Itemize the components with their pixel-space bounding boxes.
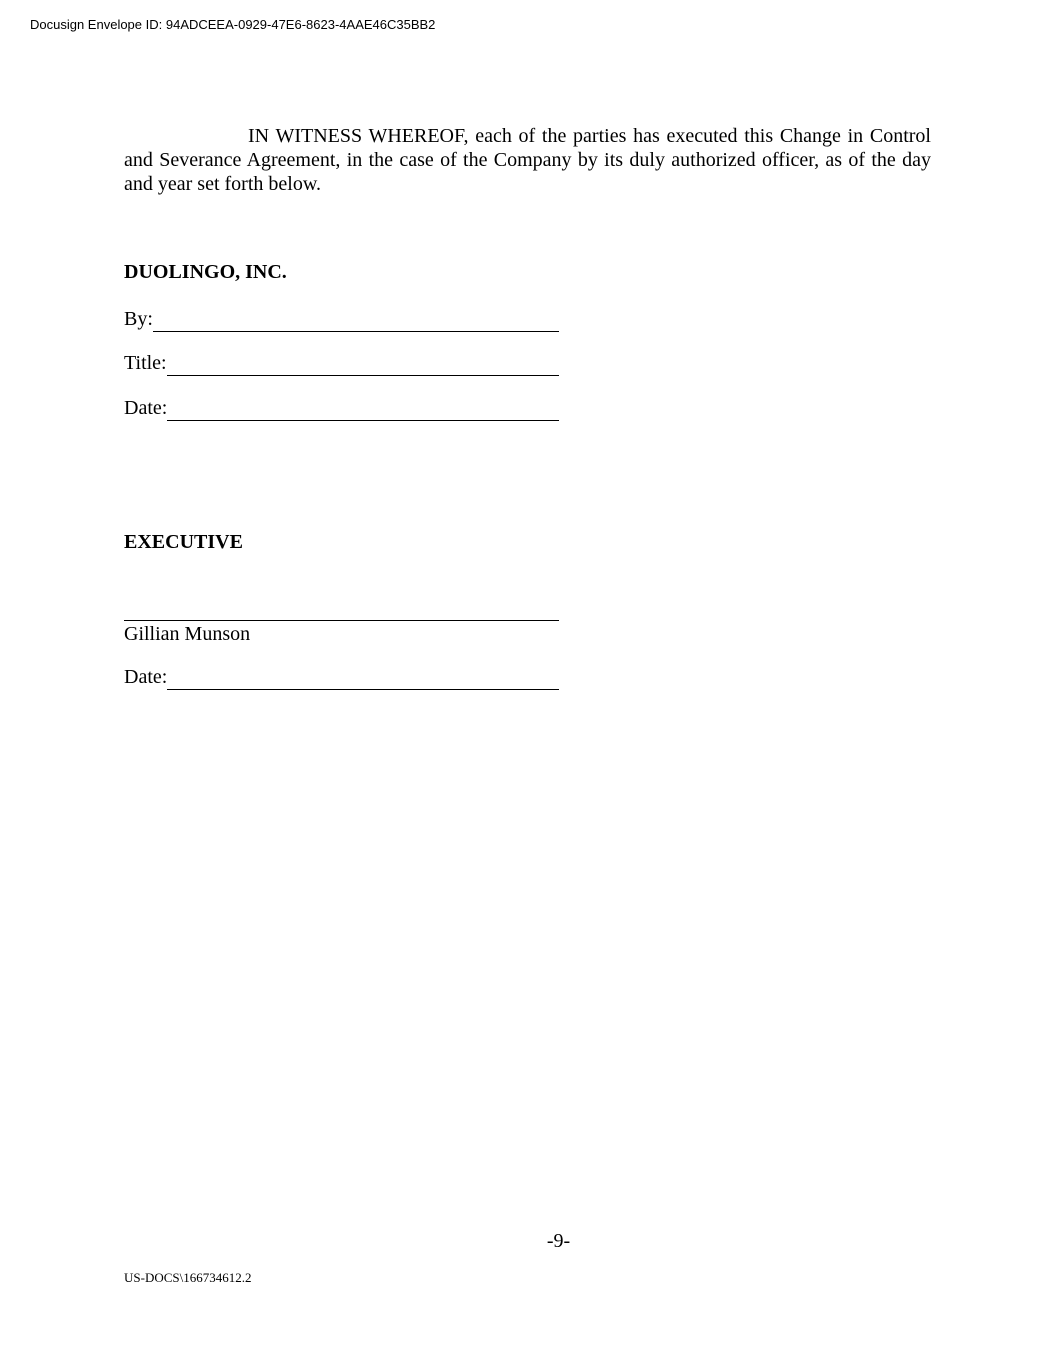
witness-paragraph: IN WITNESS WHEREOF, each of the parties has executed this Change in Control and Severance Agreement, in the case of the Company by its duly authorized officer, as of the day and year set forth below. (124, 125, 931, 195)
company-name-heading: DUOLINGO, INC. (124, 261, 287, 283)
executive-date-blank-line[interactable] (167, 663, 559, 690)
by-label: By: (124, 308, 153, 330)
executive-heading: EXECUTIVE (124, 531, 243, 553)
by-blank-line[interactable] (153, 305, 559, 332)
company-title-line[interactable] (124, 351, 559, 377)
company-date-blank-line[interactable] (167, 394, 559, 421)
company-by-signature-line[interactable] (124, 307, 559, 333)
company-date-line[interactable] (124, 396, 559, 422)
page-number: -9- (546, 1230, 571, 1252)
executive-date-label: Date: (124, 666, 168, 688)
executive-signature-line[interactable] (124, 620, 559, 621)
executive-name: Gillian Munson (124, 623, 251, 645)
document-reference: US-DOCS\166734612.2 (124, 1270, 252, 1285)
title-label: Title: (124, 352, 167, 374)
docusign-envelope-id: Docusign Envelope ID: 94ADCEEA-0929-47E6-8623-4AAE46C35BB2 (30, 17, 436, 32)
company-date-label: Date: (124, 397, 168, 419)
executive-date-line[interactable] (124, 665, 559, 691)
title-blank-line[interactable] (167, 349, 559, 376)
